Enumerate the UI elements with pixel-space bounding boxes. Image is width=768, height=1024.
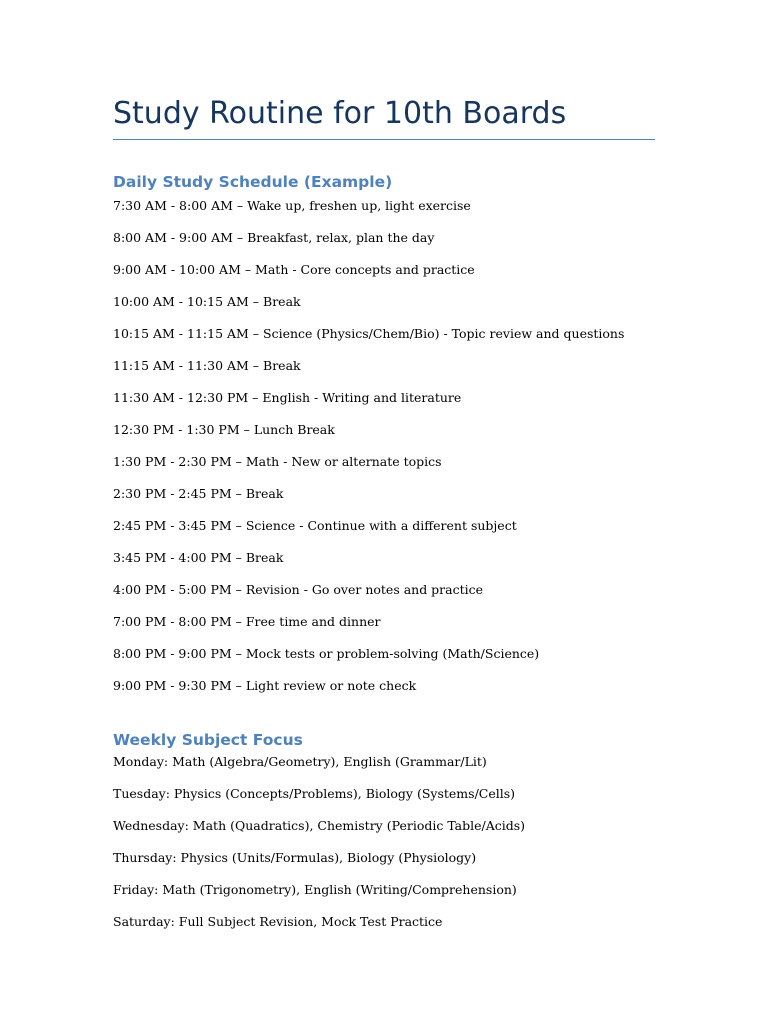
- weekly-focus-item: Wednesday: Math (Quadratics), Chemistry (Periodic Table/Acids): [113, 818, 526, 833]
- weekly-focus-heading: Weekly Subject Focus: [113, 731, 303, 749]
- schedule-item: 10:15 AM - 11:15 AM – Science (Physics/Chem/Bio) - Topic review and questions: [113, 326, 625, 341]
- schedule-item: 9:00 AM - 10:00 AM – Math - Core concepts and practice: [113, 262, 475, 277]
- schedule-item: 4:00 PM - 5:00 PM – Revision - Go over notes and practice: [113, 582, 484, 597]
- schedule-item: 7:00 PM - 8:00 PM – Free time and dinner: [113, 614, 381, 629]
- schedule-item: 8:00 AM - 9:00 AM – Breakfast, relax, plan the day: [113, 230, 435, 245]
- schedule-item: 8:00 PM - 9:00 PM – Mock tests or problem-solving (Math/Science): [113, 646, 540, 661]
- schedule-item: 3:45 PM - 4:00 PM – Break: [113, 550, 284, 565]
- schedule-item: 7:30 AM - 8:00 AM – Wake up, freshen up, light exercise: [113, 198, 471, 213]
- schedule-item: 11:30 AM - 12:30 PM – English - Writing and literature: [113, 390, 462, 405]
- weekly-focus-item: Monday: Math (Algebra/Geometry), English (Grammar/Lit): [113, 754, 487, 769]
- schedule-item: 2:30 PM - 2:45 PM – Break: [113, 486, 284, 501]
- weekly-focus-list: [113, 752, 525, 944]
- daily-schedule-heading: Daily Study Schedule (Example): [113, 173, 393, 191]
- schedule-item: 9:00 PM - 9:30 PM – Light review or note check: [113, 678, 417, 693]
- schedule-item: 12:30 PM - 1:30 PM – Lunch Break: [113, 422, 335, 437]
- daily-schedule-list: [113, 196, 624, 708]
- weekly-focus-item: Saturday: Full Subject Revision, Mock Test Practice: [113, 914, 443, 929]
- weekly-focus-item: Thursday: Physics (Units/Formulas), Biology (Physiology): [113, 850, 477, 865]
- title-underline: [113, 139, 655, 140]
- schedule-item: 1:30 PM - 2:30 PM – Math - New or alternate topics: [113, 454, 442, 469]
- document-title: Study Routine for 10th Boards: [113, 96, 567, 131]
- schedule-item: 2:45 PM - 3:45 PM – Science - Continue with a different subject: [113, 518, 517, 533]
- schedule-item: 11:15 AM - 11:30 AM – Break: [113, 358, 301, 373]
- weekly-focus-item: Friday: Math (Trigonometry), English (Writing/Comprehension): [113, 882, 517, 897]
- schedule-item: 10:00 AM - 10:15 AM – Break: [113, 294, 301, 309]
- weekly-focus-item: Tuesday: Physics (Concepts/Problems), Biology (Systems/Cells): [113, 786, 516, 801]
